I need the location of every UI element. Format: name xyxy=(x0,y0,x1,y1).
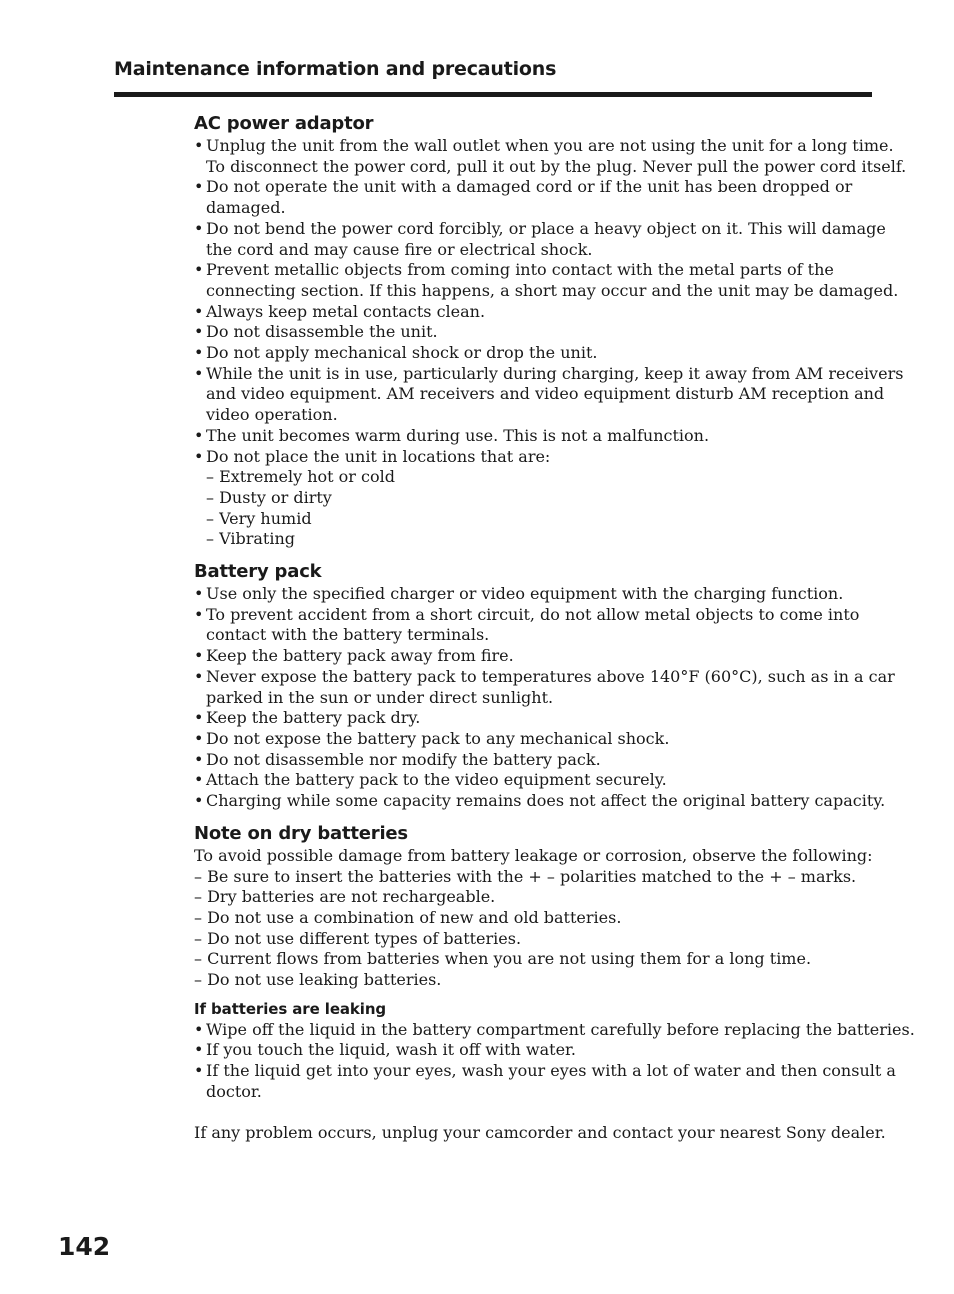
list-item: • If you touch the liquid, wash it off with water. xyxy=(194,1040,878,1061)
list-item: • Prevent metallic objects from coming into contact with the metal parts of the connecting section. If this happens, a short may occur and the unit may be damaged. xyxy=(194,260,878,301)
subsection-title-leaking: If batteries are leaking xyxy=(194,999,387,1018)
list-item: • Do not apply mechanical shock or drop the unit. xyxy=(194,343,878,364)
list-item: • If the liquid get into your eyes, wash your eyes with a lot of water and then consult a doctor. xyxy=(194,1061,878,1102)
list-item: • Do not expose the battery pack to any mechanical shock. xyxy=(194,729,878,750)
list-item: – Do not use leaking batteries. xyxy=(194,970,442,990)
list-item: • Unplug the unit from the wall outlet when you are not using the unit for a long time. To disconnect the power cord, pull it out by the plug. Never pull the power cord itself. xyxy=(194,136,878,177)
list-item: • Never expose the battery pack to temperatures above 140°F (60°C), such as in a car parked in the sun or under direct sunlight. xyxy=(194,667,878,708)
list-item: – Dusty or dirty xyxy=(206,487,332,507)
list-item: – Do not use a combination of new and old batteries. xyxy=(194,907,622,927)
leaking-list xyxy=(194,1019,915,1103)
dry-batteries-list xyxy=(194,867,878,991)
page-number: 142 xyxy=(58,1232,111,1261)
list-item: – Be sure to insert the batteries with the + – polarities matched to the + – marks. xyxy=(194,866,857,886)
section-title-dry-batteries: Note on dry batteries xyxy=(194,822,408,844)
ac-adaptor-list xyxy=(194,136,907,467)
list-item: • Keep the battery pack away from fire. xyxy=(194,646,878,667)
header-divider xyxy=(114,92,872,97)
list-item: – Current flows from batteries when you are not using them for a long time. xyxy=(194,949,812,969)
dry-batteries-intro: To avoid possible damage from battery leakage or corrosion, observe the following: xyxy=(194,845,873,865)
list-item: – Extremely hot or cold xyxy=(206,467,395,487)
list-item: • Do not bend the power cord forcibly, or place a heavy object on it. This will damage the cord and may cause fire or electrical shock. xyxy=(194,219,878,260)
list-item: • Attach the battery pack to the video equipment securely. xyxy=(194,770,878,791)
list-item: • Keep the battery pack dry. xyxy=(194,708,878,729)
list-item: • Wipe off the liquid in the battery compartment carefully before replacing the batteries. xyxy=(194,1020,878,1041)
list-item: • Charging while some capacity remains does not affect the original battery capacity. xyxy=(194,791,878,812)
list-item: • Do not operate the unit with a damaged cord or if the unit has been dropped or damaged. xyxy=(194,177,878,218)
list-item: • Use only the specified charger or video equipment with the charging function. xyxy=(194,584,878,605)
battery-pack-list xyxy=(194,584,895,812)
list-item: – Dry batteries are not rechargeable. xyxy=(194,887,496,907)
list-item: • Always keep metal contacts clean. xyxy=(194,302,878,323)
list-item: – Do not use different types of batteries. xyxy=(194,928,522,948)
list-item: • Do not disassemble the unit. xyxy=(194,322,878,343)
list-item: • Do not disassemble nor modify the battery pack. xyxy=(194,750,878,771)
list-item: • The unit becomes warm during use. This is not a malfunction. xyxy=(194,426,878,447)
page-content xyxy=(194,112,915,1143)
list-item: • To prevent accident from a short circuit, do not allow metal objects to come into contact with the battery terminals. xyxy=(194,605,878,646)
page-title: Maintenance information and precautions xyxy=(114,58,557,80)
section-title-ac-power-adaptor: AC power adaptor xyxy=(194,113,374,134)
list-item: • While the unit is in use, particularly during charging, keep it away from AM receivers and video equipment. AM receivers and video equipment disturb AM reception and video operation. xyxy=(194,364,878,426)
list-item: – Very humid xyxy=(206,508,312,528)
closing-note: If any problem occurs, unplug your camcorder and contact your nearest Sony dealer. xyxy=(194,1122,886,1142)
location-conditions-list xyxy=(194,467,878,550)
list-item: • Do not place the unit in locations that are: xyxy=(194,447,878,468)
list-item: – Vibrating xyxy=(206,529,295,549)
section-title-battery-pack: Battery pack xyxy=(194,561,322,583)
